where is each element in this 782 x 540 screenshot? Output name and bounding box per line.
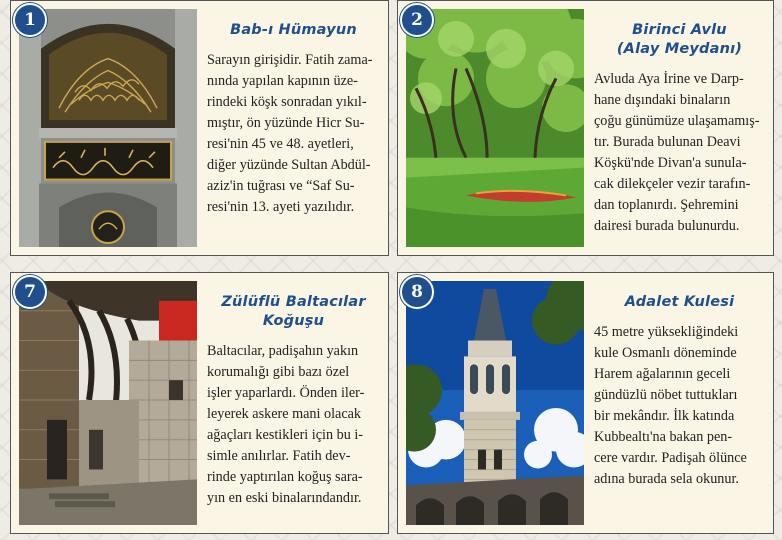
text-line: gündüzlü nöbet tuttukları	[594, 387, 738, 403]
card-text	[207, 15, 380, 249]
card-body	[207, 341, 380, 509]
text-line: rindeki köşk sonradan yıkıl-	[207, 94, 367, 110]
text-line: aziz'in tuğrası ve “Saf Su-	[207, 178, 355, 194]
card-title: Adalet Kulesi	[624, 294, 735, 310]
card-body	[594, 322, 765, 490]
text-line: Harem ağalarının geceli	[594, 366, 731, 382]
card-text	[594, 15, 765, 249]
card-title: Bab-ı Hümayun	[230, 22, 357, 38]
card-birinci-avlu	[397, 0, 774, 256]
text-line: rinde yaptırılan koğuş sara-	[207, 469, 363, 485]
text-line: adına burada sela okunur.	[594, 471, 739, 487]
text-line: leyerek askere mani olacak	[207, 406, 362, 422]
text-line: dan toplanırdı. Şehremini	[594, 197, 739, 213]
card-zuluflu-baltacilar	[10, 272, 389, 534]
text-line: Kubbealtı'na bakan pen-	[594, 429, 733, 445]
text-line: simle anılırlar. Fatih dev-	[207, 448, 351, 464]
card-title	[207, 293, 380, 331]
photo-tower-of-justice	[406, 281, 584, 525]
photo-first-courtyard-trees	[406, 9, 584, 247]
card-number-badge: 2	[400, 3, 434, 37]
card-body	[594, 69, 765, 237]
text-line: yın en eski binalarındandır.	[207, 490, 362, 506]
text-line: Sarayın girişidir. Fatih zama-	[207, 52, 373, 68]
text-line: dairesi burada bulunurdu.	[594, 218, 740, 234]
text-line: Baltacılar, padişahın yakın	[207, 343, 359, 359]
text-line: kule Osmanlı döneminde	[594, 345, 737, 361]
text-line: hane dışındaki binaların	[594, 92, 731, 108]
text-line: Avluda Aya İrine ve Darp-	[594, 71, 744, 87]
photo-bab-i-humayun-gate	[19, 9, 197, 247]
card-title-line: Zülüflü Baltacılar	[221, 294, 366, 310]
text-line: ağaçları kestikleri için bu i-	[207, 427, 364, 443]
text-line: resi'nin 13. ayeti yazılıdır.	[207, 199, 355, 215]
card-number-badge: 7	[13, 275, 47, 309]
text-line: diğer yüzünde Sultan Abdül-	[207, 157, 371, 173]
card-title-line: (Alay Meydanı)	[616, 41, 743, 57]
card-bab-i-humayun	[10, 0, 389, 256]
card-number-badge: 8	[400, 275, 434, 309]
photo-halberdiers-barracks	[19, 281, 197, 525]
card-body	[207, 50, 380, 218]
card-title-line: Koğuşu	[262, 313, 325, 329]
text-line: işler yaparlardı. Önden iler-	[207, 385, 365, 401]
card-title	[594, 21, 765, 59]
card-number-badge: 1	[13, 3, 47, 37]
text-line: mıştır, ön yüzünde Hicr Su-	[207, 115, 365, 131]
text-line: bir mekândır. İlk katında	[594, 408, 735, 424]
text-line: 45 metre yüksekliğindeki	[594, 324, 739, 340]
text-line: nında yapılan kapının üze-	[207, 73, 358, 89]
text-line: korumalığı gibi bazı özel	[207, 364, 350, 380]
card-adalet-kulesi	[397, 272, 774, 534]
text-line: Köşkü'nde Divan'a sunula-	[594, 155, 747, 171]
text-line: tır. Burada bulunan Deavi	[594, 134, 741, 150]
card-text	[594, 287, 765, 527]
text-line: çoğu günümüze ulaşamamış-	[594, 113, 760, 129]
text-line: resi'nin 45 ve 48. ayetleri,	[207, 136, 354, 152]
text-line: cere vardır. Padişah ölünce	[594, 450, 747, 466]
card-title-line: Birinci Avlu	[632, 22, 727, 38]
text-line: cak dilekçeler vezir tarafın-	[594, 176, 751, 192]
card-text	[207, 287, 380, 527]
